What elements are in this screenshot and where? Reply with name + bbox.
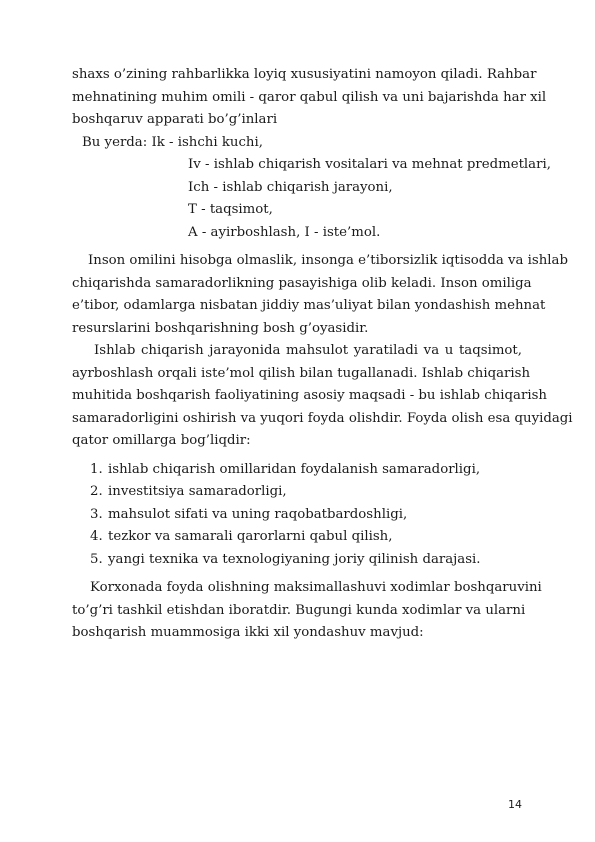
document-page — [72, 64, 573, 645]
list-item-text: investitsiya samaradorligi, — [108, 484, 287, 499]
text-line: qator omillarga bog’liqdir: — [72, 433, 251, 448]
list-item-number: 4. — [90, 529, 103, 544]
paragraph-leadership — [72, 64, 547, 132]
definition-iv: Iv - ishlab chiqarish vositalari va mehnat predmetlari, — [188, 157, 551, 172]
list-item-number: 3. — [90, 506, 103, 522]
list-item-text: yangi texnika va texnologiyaning joriy qilinish darajasi. — [108, 551, 481, 567]
definition-ich: Ich - ishlab chiqarish jarayoni, — [188, 179, 393, 195]
text-line: ayrboshlash orqali iste’mol qilish bilan tugallanadi. Ishlab chiqarish — [72, 365, 531, 381]
definitions-block — [72, 132, 551, 245]
definitions-intro: Bu yerda: Ik - ishchi kuchi, — [82, 134, 263, 150]
text-line: Inson omilini hisobga olmaslik, insonga e’tiborsizlik iqtisodda va ishlab — [88, 253, 568, 268]
profit-factors-list — [72, 459, 522, 572]
text-line: chiqarishda samaradorlikning pasayishiga olib keladi. Inson omiliga — [72, 275, 532, 291]
definition-t: T - taqsimot, — [188, 202, 273, 217]
list-item-text: tezkor va samarali qarorlarni qabul qilish, — [108, 529, 393, 544]
list-item — [72, 504, 522, 527]
paragraph-human-factor — [72, 250, 568, 340]
list-item — [72, 526, 522, 549]
text-line: Ishlab chiqarish jarayonida mahsulot yaratiladi va u taqsimot, — [94, 343, 522, 358]
text-line: muhitida boshqarish faoliyatining asosiy maqsadi - bu ishlab chiqarish — [72, 388, 547, 403]
list-item — [72, 459, 522, 482]
paragraph-profit-maximization — [72, 577, 542, 645]
page-number: 14 — [508, 798, 522, 811]
definition-a: A - ayirboshlash, I - iste’mol. — [188, 224, 381, 240]
list-item — [72, 549, 522, 572]
list-item-number: 2. — [90, 484, 103, 499]
list-item — [72, 481, 522, 504]
text-line: e’tibor, odamlarga nisbatan jiddiy mas’uliyat bilan yondashish mehnat — [72, 298, 546, 313]
paragraph-production — [72, 340, 573, 453]
list-item-text: ishlab chiqarish omillaridan foydalanish samaradorligi, — [108, 461, 481, 477]
text-line: shaxs o’zining rahbarlikka loyiq xususiyatini namoyon qiladi. Rahbar — [72, 67, 537, 82]
text-line: boshqaruv apparati bo’g’inlari — [72, 112, 278, 127]
text-line: mehnatining muhim omili - qaror qabul qilish va uni bajarishda har xil — [72, 89, 547, 105]
text-line: samaradorligini oshirish va yuqori foyda olishdir. Foyda olish esa quyidagi — [72, 410, 573, 426]
text-line: to’g’ri tashkil etishdan iboratdir. Bugungi kunda xodimlar va ularni — [72, 602, 526, 618]
list-item-number: 5. — [90, 551, 103, 567]
text-line: boshqarish muammosiga ikki xil yondashuv mavjud: — [72, 625, 424, 640]
text-line: resurslarini boshqarishning bosh g’oyasidir. — [72, 320, 369, 336]
list-item-text: mahsulot sifati va uning raqobatbardoshligi, — [108, 506, 408, 522]
list-item-number: 1. — [90, 461, 103, 477]
text-line: Korxonada foyda olishning maksimallashuvi xodimlar boshqaruvini — [90, 580, 542, 595]
